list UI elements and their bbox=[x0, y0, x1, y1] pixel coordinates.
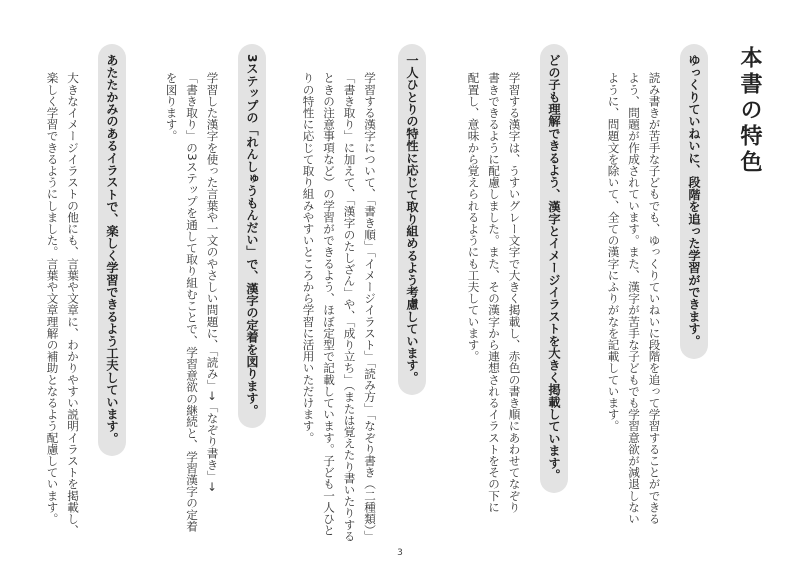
section-1-line-3: ように、問題文を除いて、全ての漢字にふりがなを記載しています。 bbox=[606, 72, 621, 432]
section-5-body bbox=[42, 72, 83, 536]
section-5-line-1: 大きなイメージイラストの他にも、言葉や文章に、わかりやすい説明イラストを掲載し、 bbox=[66, 72, 80, 536]
section-4-body bbox=[161, 72, 223, 532]
section-2-line-2: 書きできるように配慮しました。また、その漢字から連想されるイラストをその下に bbox=[487, 72, 501, 513]
section-5-line-2: 楽しく学習できるようにしました。言葉や文章理解の補助となるよう配慮しています。 bbox=[45, 72, 60, 525]
section-2-line-3: 配置し、意味から覚えられるようにも工夫しています。 bbox=[466, 72, 481, 362]
section-2-body bbox=[463, 72, 525, 513]
section-1-body bbox=[603, 72, 665, 524]
section-4-line-3: を図ります。 bbox=[164, 72, 179, 142]
section-3-line-1: 学習する漢字について、「書き順」「イメージイラスト」「読み方」「なぞり書き（二種類）」 bbox=[363, 72, 377, 542]
section-3-line-4: りの特性に応じて取り組みやすいところから学習に活用いただけます。 bbox=[301, 72, 316, 444]
section-1-line-2: よう、問題が作成されています。また、漢字が苦手な子どもでも学習意欲が減退しない bbox=[627, 72, 641, 525]
section-3-line-2: 「書き取り」に加えて、「漢字のたしざん」や、「成り立ち」（または覚えたり書いたりする bbox=[342, 72, 357, 542]
section-4-line-2: 「書き取り」の3ステップを通して取り組むことで、学習意欲の継続と、学習漢字の定着 bbox=[185, 72, 199, 532]
section-3-body bbox=[298, 72, 380, 542]
section-3-line-3: ときの注意事項など）の学習ができるよう、ほぼ定型で記載しています。子ども一人ひと bbox=[322, 72, 336, 536]
section-1-heading: ゆっくりていねいに、段階を追った学習ができます。 bbox=[680, 44, 708, 359]
section-2-heading: どの子も理解できるよう、漢字とイメージイラストを大きく掲載しています。 bbox=[540, 44, 568, 493]
section-4-line-1: 学習した漢字を使った言葉や一文のやさしい問題に、「読み」→「なぞり書き」→ bbox=[205, 72, 220, 492]
section-3-heading: 一人ひとりの特性に応じて取り組めるよう考慮しています。 bbox=[398, 44, 426, 395]
page-title: 本書の特色 bbox=[737, 46, 762, 176]
section-4-heading: 3ステップの「れんしゅうもんだい」で、漢字の定着を図ります。 bbox=[238, 44, 266, 428]
section-2-line-1: 学習する漢字は、うすいグレー文字で大きく掲載し、赤色の書き順にあわせてなぞり bbox=[507, 72, 522, 513]
section-5-heading: あたたかみのあるイラストで、楽しく学習できるよう工夫しています。 bbox=[98, 44, 126, 456]
page-number: 3 bbox=[397, 548, 403, 558]
section-1-line-1: 読み書きが苦手な子どもでも、ゆっくりていねいに段階を追って学習することができる bbox=[647, 72, 662, 525]
